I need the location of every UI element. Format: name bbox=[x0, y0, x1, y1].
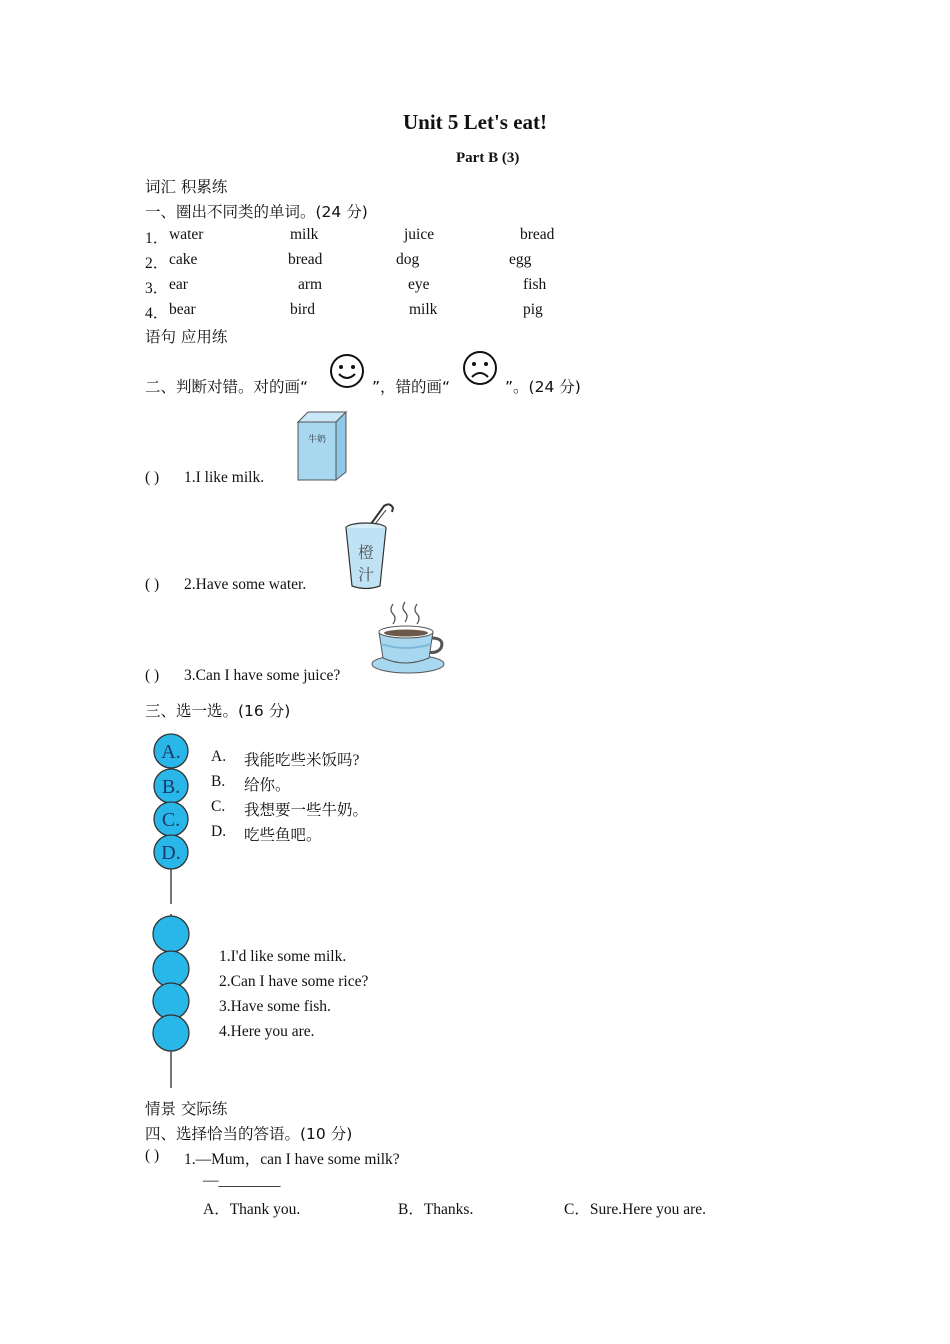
statement: 3.Can I have some juice? bbox=[184, 667, 341, 684]
word: bird bbox=[290, 301, 315, 318]
row-number: 4． bbox=[145, 305, 169, 322]
milk-carton-image bbox=[294, 410, 348, 482]
word: water bbox=[169, 226, 204, 243]
section4-heading: 四、选择恰当的答语。(10 分) bbox=[145, 1125, 353, 1143]
option-text: 我想要一些牛奶。 bbox=[244, 802, 369, 819]
option-letter: B. bbox=[211, 773, 226, 790]
sentence: 3.Have some fish. bbox=[219, 998, 331, 1015]
cup-label-top: 橙 bbox=[357, 543, 375, 562]
word: milk bbox=[290, 226, 319, 243]
section1-heading: 一、圈出不同类的单词。(24 分) bbox=[145, 203, 368, 221]
answer-bracket[interactable]: ( ) bbox=[145, 576, 160, 593]
answer-bead[interactable] bbox=[153, 951, 189, 987]
section2-heading-part2: ”，错的画“ bbox=[372, 378, 451, 396]
word: egg bbox=[509, 251, 532, 268]
row-number: 2． bbox=[145, 255, 169, 272]
word: juice bbox=[404, 226, 435, 243]
word: ear bbox=[169, 276, 188, 293]
answer-bracket[interactable]: ( ) bbox=[145, 667, 160, 684]
choice-c[interactable]: C．Sure.Here you are. bbox=[564, 1201, 707, 1218]
answer-bead[interactable] bbox=[153, 1015, 189, 1051]
section2-heading-part3: ”。(24 分) bbox=[505, 378, 581, 396]
hot-water-cup-image bbox=[369, 600, 447, 678]
word: bear bbox=[169, 301, 196, 318]
word: milk bbox=[409, 301, 438, 318]
word: cake bbox=[169, 251, 198, 268]
sentence: 2.Can I have some rice? bbox=[219, 973, 369, 990]
word: dog bbox=[396, 251, 420, 268]
option-letter: A. bbox=[211, 748, 227, 765]
option-text: 我能吃些米饭吗? bbox=[244, 752, 360, 769]
bead-label: A. bbox=[161, 741, 181, 763]
word: fish bbox=[523, 276, 547, 293]
page-subtitle: Part B (3) bbox=[456, 150, 520, 166]
question: 1.—Mum，can I have some milk? bbox=[184, 1151, 400, 1168]
answer-bracket[interactable]: ( ) bbox=[145, 1147, 160, 1164]
word: pig bbox=[523, 301, 543, 318]
section2-heading-part1: 二、判断对错。对的画“ bbox=[145, 378, 309, 396]
labeled-bead-skewer-image bbox=[148, 730, 194, 906]
option-text: 给你。 bbox=[244, 777, 291, 794]
answer-blank[interactable]: —________ bbox=[203, 1172, 281, 1189]
option-text: 吃些鱼吧。 bbox=[244, 827, 322, 844]
category-sentence: 语句 应用练 bbox=[145, 328, 228, 346]
word: bread bbox=[288, 251, 323, 268]
cup-label-bottom: 汁 bbox=[357, 565, 375, 584]
juice-cup-image bbox=[338, 500, 398, 592]
statement: 2.Have some water. bbox=[184, 576, 307, 593]
carton-label: 牛奶 bbox=[307, 435, 327, 445]
answer-bead[interactable] bbox=[153, 983, 189, 1019]
bead-label: B. bbox=[161, 776, 181, 798]
category-scene: 情景 交际练 bbox=[145, 1100, 228, 1118]
bead-label: D. bbox=[161, 842, 181, 864]
smiley-face-icon bbox=[328, 352, 366, 390]
blank-bead-skewer-image bbox=[148, 910, 194, 1090]
answer-bead[interactable] bbox=[153, 916, 189, 952]
option-letter: C. bbox=[211, 798, 226, 815]
word: arm bbox=[298, 276, 323, 293]
answer-bracket[interactable]: ( ) bbox=[145, 469, 160, 486]
sad-face-icon bbox=[461, 349, 499, 387]
word: eye bbox=[408, 276, 430, 293]
sentence: 1.I'd like some milk. bbox=[219, 948, 347, 965]
sentence: 4.Here you are. bbox=[219, 1023, 315, 1040]
page-title: Unit 5 Let's eat! bbox=[402, 110, 548, 134]
row-number: 3． bbox=[145, 280, 169, 297]
bead-label: C. bbox=[161, 809, 181, 831]
option-letter: D. bbox=[211, 823, 227, 840]
word: bread bbox=[520, 226, 555, 243]
choice-a[interactable]: A．Thank you. bbox=[203, 1201, 301, 1218]
row-number: 1． bbox=[145, 230, 169, 247]
choice-b[interactable]: B．Thanks. bbox=[398, 1201, 474, 1218]
statement: 1.I like milk. bbox=[184, 469, 265, 486]
section3-heading: 三、选一选。(16 分) bbox=[145, 702, 291, 720]
category-vocab: 词汇 积累练 bbox=[145, 178, 228, 196]
